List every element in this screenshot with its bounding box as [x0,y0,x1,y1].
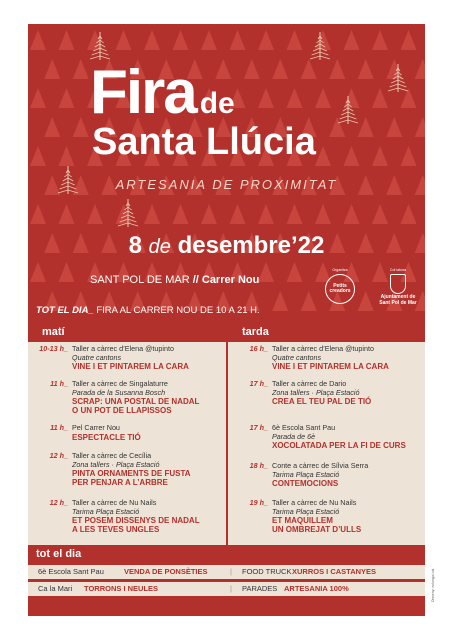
item-host: 6è Escola Sant Pau [272,423,336,432]
all-day-banner [36,305,260,316]
ajuntament-name: Ajuntament de Sant Pol de Mar [379,294,417,306]
item-host: Taller a càrrec de Cecília [72,451,152,460]
item-location: Tarima Plaça Estació [272,506,340,516]
triangle-shape [59,30,75,50]
triangle-shape [315,88,331,108]
divider: | [230,567,232,576]
item-time: 18 h_ [249,461,268,470]
item-location: Quatre cantons [72,352,122,362]
event-place [90,274,259,286]
triangle-shape [30,88,46,108]
triangle-shape [287,262,303,282]
triangle-shape [344,88,360,108]
item-time: 12 h_ [49,498,68,507]
place-town: SANT POL DE MAR [90,274,190,286]
item-host: Taller a càrrec de Nu Nails [72,498,157,507]
triangle-shape [372,204,388,224]
item-location: Parada de la Susanna Bosch [72,387,166,397]
mati-column [28,342,226,545]
item-location: Zona tallers · Plaça Estació [272,387,360,397]
row1-right-org: FOOD TRUCK [242,567,292,576]
item-activity: PINTA ORNAMENTS DE FUSTA [72,469,191,479]
item-host: Taller a càrrec d’Elena @tupinto [72,344,174,353]
all-day-row [28,582,425,596]
item-location: Quatre cantons [272,352,322,362]
triangle-shape [329,117,345,137]
triangle-shape [258,262,274,282]
item-time: 17 h_ [249,379,268,388]
tarda-heading: tarda [242,326,269,338]
triangle-shape [258,88,274,108]
triangle-shape [315,204,331,224]
triangle-shape [415,59,425,79]
triangle-shape [329,59,345,79]
tot-el-dia-heading: tot el dia [36,548,82,560]
item-activity: VINE I ET PINTAREM LA CARA [72,362,189,372]
all-day-label: TOT EL DIA_ [36,305,94,316]
item-host: Taller a càrrec d’Elena @tupinto [272,344,374,353]
item-time: 11 h_ [50,423,68,432]
row2-left-org: Ca la Mari [38,584,73,593]
triangle-shape [272,291,288,311]
organitza-label: Organitza [332,268,348,272]
item-location: Parada de 6è [272,431,316,441]
item-activity: ESPECTACLE TIÓ [72,432,141,442]
item-time: 12 h_ [49,451,68,460]
triangle-shape [372,88,388,108]
triangle-shape [30,30,46,50]
design-credit: Disseny: nolongui.cat [431,568,435,602]
row1-left-act: VENDA DE PONSÈTIES [124,567,208,576]
triangle-shape [59,88,75,108]
row1-right-act: XURROS I CASTANYES [292,567,377,576]
triangle-shape [287,88,303,108]
triangle-shape [230,30,246,50]
item-activity: CREA EL TEU PAL DE TIÓ [272,397,372,407]
row2-left-act: TORRONS I NEULES [84,584,159,593]
all-day-text: FIRA AL CARRER NOU DE 10 A 21 H. [96,305,260,316]
triangle-shape [344,146,360,166]
shield-icon [390,274,406,294]
item-host: Taller a càrrec de Dario [272,379,347,388]
item-time: 19 h_ [249,498,268,507]
triangle-shape [372,146,388,166]
triangle-shape [386,59,402,79]
item-activity: SCRAP: UNA POSTAL DE NADAL [72,397,200,407]
all-day-row [28,565,425,579]
place-sep: // [189,274,202,286]
triangle-shape [401,204,417,224]
date-month: desembre [177,232,291,259]
triangle-shape [201,30,217,50]
row1-left-org: 6è Escola Sant Pau [38,567,104,576]
item-time: 10-13 h_ [39,344,68,353]
item-activity: A LES TEVES UNGLES [72,525,160,535]
triangle-shape [272,59,288,79]
item-location: Tarima Plaça Estació [272,469,340,479]
triangle-shape [344,30,360,50]
item-activity: O UN POT DE LLAPISSOS [72,406,172,416]
triangle-shape [244,59,260,79]
triangle-shape [358,117,374,137]
title-santa-llucia: Santa Llúcia [92,121,316,163]
triangle-shape [287,204,303,224]
item-host: Pel Carrer Nou [72,423,120,432]
triangle-shape [30,262,46,282]
item-time: 17 h_ [249,423,268,432]
item-activity: UN OMBREJAT D’ULLS [272,525,362,535]
title-fira: Fira de [90,58,235,127]
triangle-shape [401,88,417,108]
title-de: de [199,87,235,120]
triangle-shape [44,117,60,137]
place-street: Carrer Nou [201,274,260,286]
triangle-shape [344,204,360,224]
council-logo [376,268,420,307]
triangle-shape [287,30,303,50]
triangle-shape [358,291,374,311]
triangle-shape [144,30,160,50]
triangle-shape [59,204,75,224]
subtitle: ARTESANIA DE PROXIMITAT [115,177,338,192]
item-host: Taller a càrrec de Singalaturre [72,379,168,388]
triangle-shape [258,30,274,50]
triangle-shape [116,30,132,50]
triangle-shape [301,291,317,311]
item-host: Taller a càrrec de Nu Nails [272,498,357,507]
triangle-shape [59,262,75,282]
mati-heading: matí [42,326,65,338]
tarda-column [228,342,425,545]
item-activity: CONTEMOCIONS [272,479,339,489]
date-year: ’22 [290,232,325,259]
item-host: Conte a càrrec de Sílvia Serra [272,461,369,470]
triangle-shape [315,146,331,166]
item-activity: VINE I ET PINTAREM LA CARA [272,362,389,372]
poster [28,24,425,616]
event-date [28,232,425,260]
triangle-shape [372,30,388,50]
collabora-label: Col·labora [389,268,407,272]
triangle-shape [258,204,274,224]
triangle-shape [144,204,160,224]
triangle-shape [401,30,417,50]
item-location: Tarima Plaça Estació [72,506,140,516]
petits-creadors-logo-icon: Petits creadors [325,274,355,304]
triangle-shape [173,30,189,50]
date-de: de [148,236,171,258]
triangle-shape [73,117,89,137]
triangle-shape [87,204,103,224]
triangle-shape [201,204,217,224]
item-time: 16 h_ [249,344,268,353]
date-day: 8 [128,232,142,259]
triangle-shape [30,146,46,166]
triangle-shape [73,59,89,79]
triangle-shape [30,204,46,224]
triangle-shape [415,117,425,137]
row2-right-act: ARTESANIA 100% [284,584,349,593]
triangle-shape [173,204,189,224]
triangle-shape [315,30,331,50]
triangle-shape [59,146,75,166]
triangle-shape [301,59,317,79]
row2-right-org: PARADES [242,584,278,593]
triangle-shape [401,146,417,166]
triangle-shape [358,59,374,79]
divider: | [230,584,232,593]
item-activity: ET MAQUILLEM [272,516,333,526]
triangle-shape [386,117,402,137]
triangle-shape [44,59,60,79]
item-time: 11 h_ [50,379,68,388]
item-location: Zona tallers · Plaça Estació [72,459,160,469]
item-activity: PER PENJAR A L’ARBRE [72,478,168,488]
item-activity: ET POSEM DISSENYS DE NADAL [72,516,200,526]
triangle-shape [230,204,246,224]
item-activity: XOCOLATADA PER LA FI DE CURS [272,441,406,451]
organizer-logo [320,268,360,305]
